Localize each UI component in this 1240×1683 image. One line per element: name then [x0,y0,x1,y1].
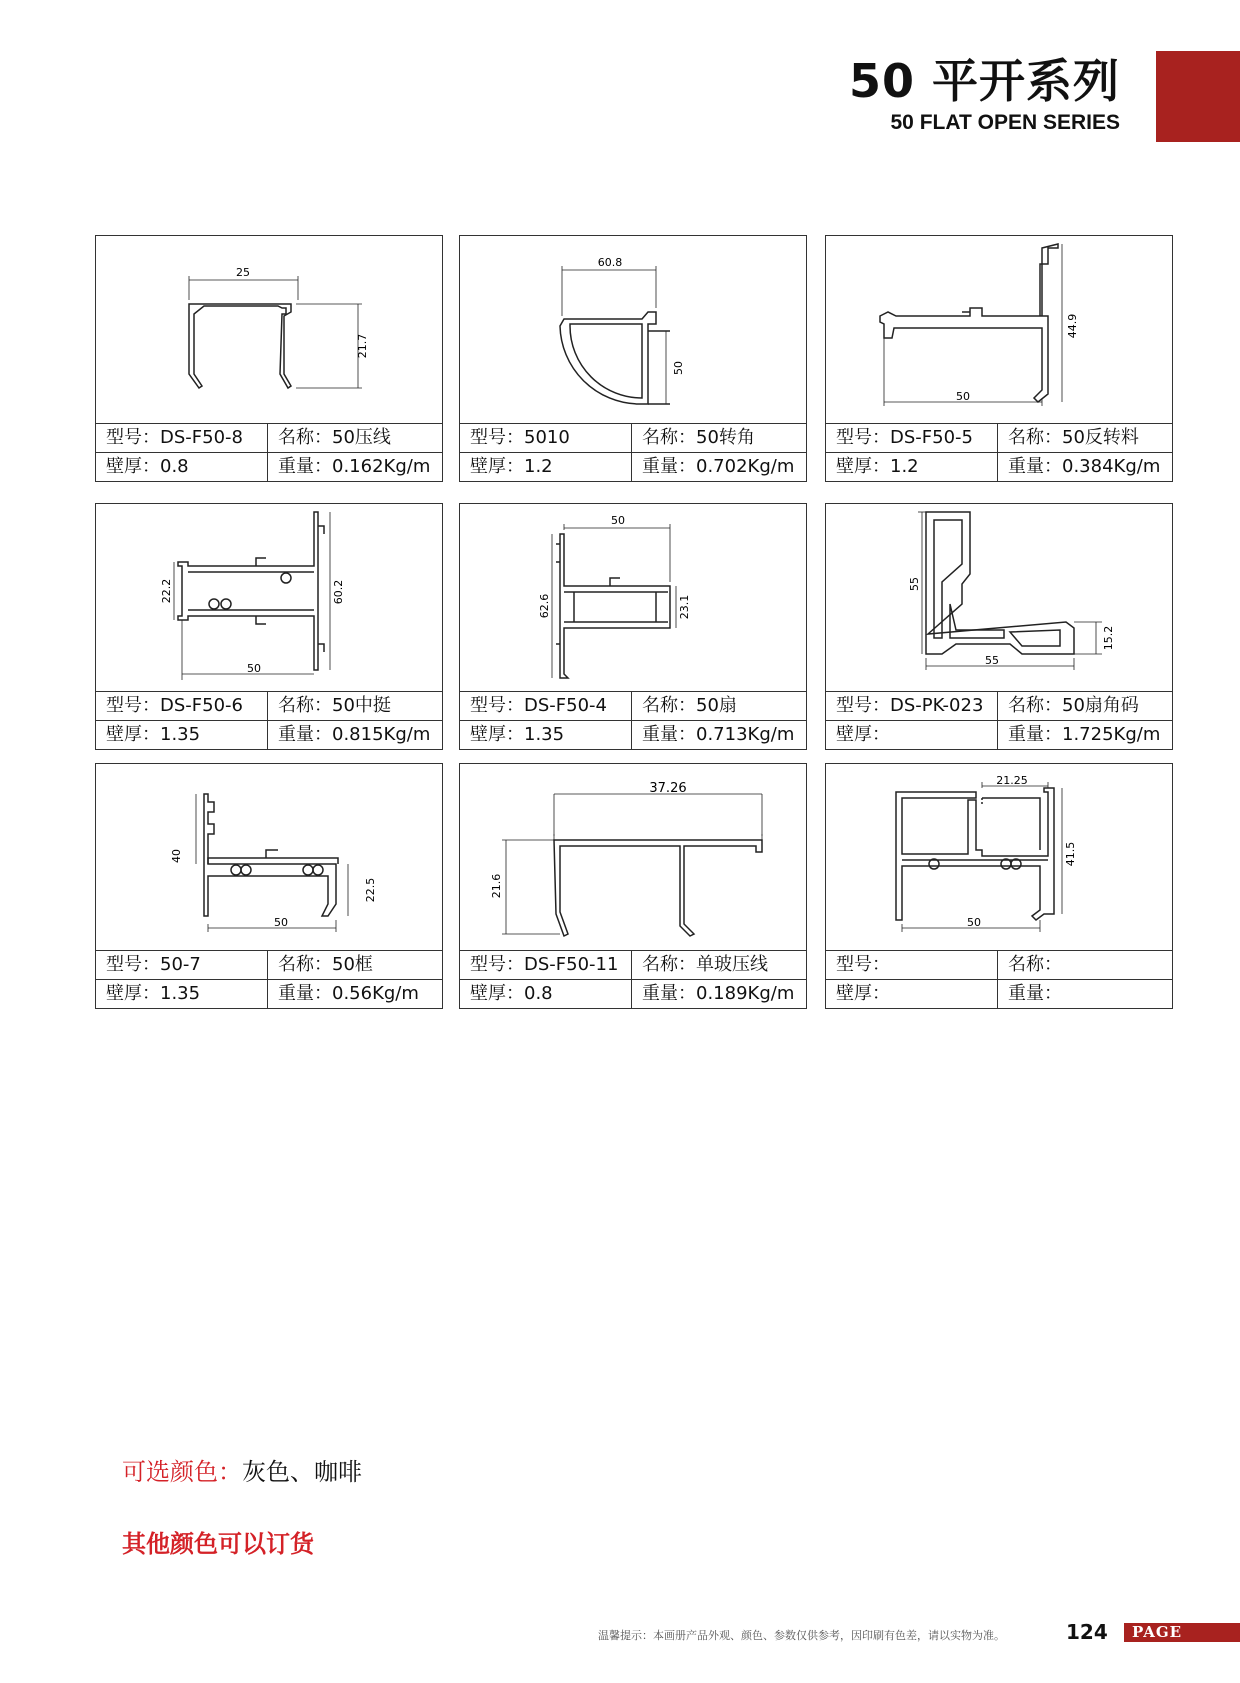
dim-width: 25 [236,266,250,279]
spec-table-7: 型号：50-7 名称：50框 壁厚：1.35 重量：0.56Kg/m [96,950,442,1008]
profile-drawing-5 [460,504,806,692]
name-value: 50转角 [696,427,755,448]
name-value: 单玻压线 [696,954,768,975]
product-card-6 [825,503,1173,750]
profile-drawing-2 [460,236,806,424]
thickness-value: 0.8 [524,983,553,1004]
page-subtitle: 50 FLAT OPEN SERIES [890,111,1120,134]
header-accent-block [1156,51,1240,142]
dim-width: 50 [247,662,261,675]
dim-width: 37.26 [649,781,687,796]
thickness-value: 0.8 [160,456,189,477]
product-card-3 [825,235,1173,482]
product-card-4 [95,503,443,750]
dim-height: 44.9 [1066,313,1079,339]
profile-drawing-1 [96,236,442,424]
profile-drawing-8 [460,764,806,952]
thickness-value: 1.35 [160,724,201,745]
spec-table-2: 型号：5010 名称：50转角 壁厚：1.2 重量：0.702Kg/m [460,423,806,481]
dim-height-right: 60.2 [332,579,345,605]
product-card-1 [95,235,443,482]
dim-height: 40 [170,849,183,863]
thickness-value: 1.35 [524,724,565,745]
page-number: 124 [1066,1620,1108,1644]
name-value: 50反转料 [1062,427,1139,448]
name-value: 50扇 [696,695,737,716]
weight-value: 0.815Kg/m [332,724,431,745]
thickness-value: 1.2 [890,456,919,477]
dim-depth: 23.1 [678,594,691,620]
dim-width: 55 [985,654,999,667]
profile-drawing-4 [96,504,442,692]
dim-width-top: 21.25 [996,774,1028,787]
dim-width: 50 [967,916,981,929]
page-title: 50 平开系列 [848,54,1120,108]
dim-depth: 22.5 [364,877,377,903]
model-value: DS-F50-5 [890,427,973,448]
profile-drawing-6 [826,504,1172,692]
weight-value: 0.713Kg/m [696,724,795,745]
product-card-5 [459,503,807,750]
dim-width: 50 [956,390,970,403]
model-value: DS-F50-8 [160,427,243,448]
spec-table-3: 型号：DS-F50-5 名称：50反转料 壁厚：1.2 重量：0.384Kg/m [826,423,1172,481]
product-card-7 [95,763,443,1009]
dim-height-left: 22.2 [160,578,173,604]
dim-height: 41.5 [1064,841,1077,867]
spec-table-8: 型号：DS-F50-11 名称：单玻压线 壁厚：0.8 重量：0.189Kg/m [460,950,806,1008]
weight-value: 0.384Kg/m [1062,456,1161,477]
model-value: DS-F50-11 [524,954,619,975]
profile-drawing-9 [826,764,1172,952]
name-value: 50压线 [332,427,391,448]
spec-table-1: 型号：DS-F50-8 名称：50压线 壁厚：0.8 重量：0.162Kg/m [96,423,442,481]
model-value: 50-7 [160,954,201,975]
dim-height: 21.7 [356,333,369,359]
model-value: DS-PK-023 [890,695,984,716]
model-value: DS-F50-4 [524,695,607,716]
weight-value: 1.725Kg/m [1062,724,1161,745]
weight-value: 0.702Kg/m [696,456,795,477]
model-value: 5010 [524,427,570,448]
profile-drawing-7 [96,764,442,952]
dim-height: 62.6 [538,593,551,619]
spec-table-6: 型号：DS-PK-023 名称：50扇角码 壁厚： 重量：1.725Kg/m [826,691,1172,749]
footer-disclaimer: 温馨提示：本画册产品外观、颜色、参数仅供参考，因印刷有色差，请以实物为准。 [598,1629,1005,1642]
dim-width: 50 [611,514,625,527]
name-value: 50框 [332,954,373,975]
color-options-value: 灰色、咖啡 [242,1458,362,1486]
name-value: 50扇角码 [1062,695,1139,716]
dim-width: 60.8 [597,256,623,269]
profile-drawing-3 [826,236,1172,424]
color-options-label: 可选颜色： [122,1458,242,1486]
product-card-9 [825,763,1173,1009]
name-value: 50中挺 [332,695,391,716]
dim-width: 50 [274,916,288,929]
spec-table-9: 型号： 名称： 壁厚： 重量： [826,950,1172,1008]
dim-height: 50 [672,361,685,375]
color-options [122,1452,362,1487]
spec-table-4: 型号：DS-F50-6 名称：50中挺 壁厚：1.35 重量：0.815Kg/m [96,691,442,749]
spec-table-5: 型号：DS-F50-4 名称：50扇 壁厚：1.35 重量：0.713Kg/m [460,691,806,749]
weight-value: 0.162Kg/m [332,456,431,477]
dim-height: 55 [908,577,921,591]
other-colors-note: 其他颜色可以订货 [122,1530,314,1558]
page-label-bar [1124,1623,1240,1642]
product-card-2 [459,235,807,482]
thickness-value: 1.35 [160,983,201,1004]
page-label: PAGE [1132,1623,1183,1641]
dim-height: 21.6 [490,873,503,899]
thickness-value: 1.2 [524,456,553,477]
dim-depth: 15.2 [1102,625,1115,651]
weight-value: 0.189Kg/m [696,983,795,1004]
model-value: DS-F50-6 [160,695,243,716]
product-card-8 [459,763,807,1009]
weight-value: 0.56Kg/m [332,983,419,1004]
